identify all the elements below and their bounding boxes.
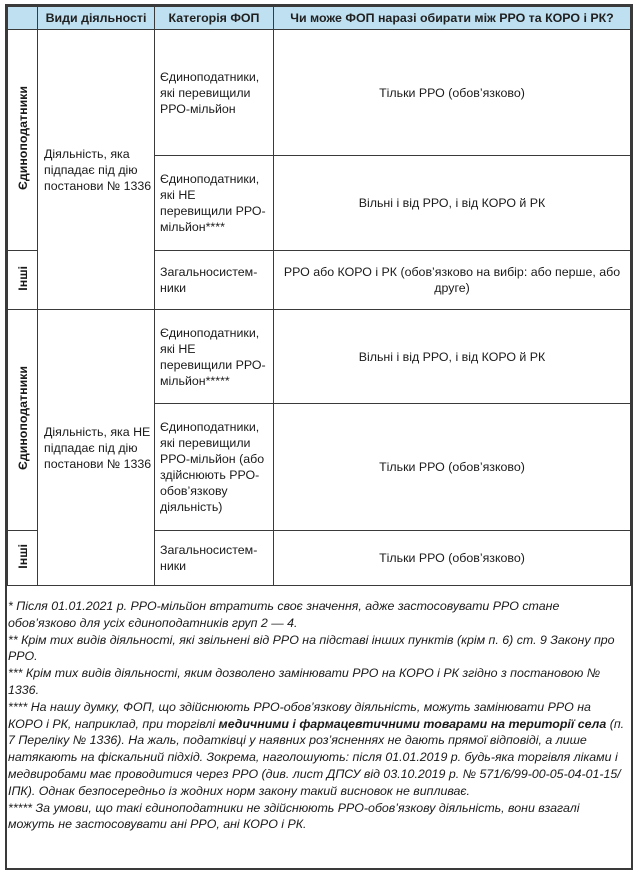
table-header-row [8,7,631,30]
activity-cell: Діяльність, яка НЕ підпадає під дію постанови № 1336 [38,310,155,586]
footnote: ***** За умови, що такі єдиноподатники не здійснюють РРО-обов’язкову діяльність, вони взагалі можуть не застосовувати ані РРО, ані КОРО і РК. [8,800,580,832]
choice-cell: Тільки РРО (обов’язково) [274,30,631,156]
group-label: Інші [15,265,30,291]
group-label-cell [8,531,38,586]
choice-cell: Тільки РРО (обов’язково) [274,404,631,531]
group-label: Єдиноподатники [15,86,30,190]
group-label-cell [8,251,38,310]
activity-cell: Діяльність, яка підпадає під дію постанови № 1336 [38,30,155,310]
footnote: *** Крім тих видів діяльності, яким дозволено замінювати РРО на КОРО і РК згідно з постановою № 1336. [8,666,601,697]
category-cell: Єдиноподатники, які НЕ перевищили РРО-мільйон***** [155,310,274,404]
category-cell: Єдиноподатники, які НЕ перевищили РРО-мільйон**** [155,156,274,251]
category-cell: Загальносистем-ники [155,251,274,310]
table-row [8,30,631,156]
footnote [8,699,626,800]
choice-cell: Вільні і від РРО, і від КОРО й РК [274,310,631,404]
header-category: Категорія ФОП [155,7,274,30]
group-label-cell [8,310,38,531]
category-cell: Загальносистем-ники [155,531,274,586]
footnote-text: (п. 7 Переліку № 1336). На жаль, податківці у наявних роз’ясненнях не дають прямої відповіді, а лише натякають на фіскальний підхід. Зокрема, наголошують: після 01.01.2019 р. будь-яка торгівля ліками і медвиробами має проводитися через РРО (див. лист ДПСУ від 03.10.2019 р. № 571/6/99-00-05-04-01-15/ІПК). Однак безпосередньо із жодних норм закону такий висновок не випливає. [8,716,625,798]
group-label: Єдиноподатники [15,366,30,470]
header-cell-empty [8,7,38,30]
footnote: ** Крім тих видів діяльності, які звільнені від РРО на підставі інших пунктів (крім п. 6) ст. 9 Закону про РРО. [8,632,615,664]
group-label: Інші [15,543,30,569]
footnote: * Після 01.01.2021 р. РРО-мільйон втратить своє значення, адже застосовувати РРО стане обов’язково для усіх єдиноподатників груп 2 — 4. [8,599,560,630]
fop-table [7,6,631,586]
group-label-cell [8,30,38,251]
category-cell: Єдиноподатники, які перевищили РРО-мільйон [155,30,274,156]
choice-cell: РРО або КОРО і РК (обов’язково на вибір: або перше, або друге) [274,251,631,310]
header-choice: Чи може ФОП наразі обирати між РРО та КОРО і РК? [274,7,631,30]
footnote-text: **** На нашу думку, ФОП, що здійснюють РРО-обов’язкову діяльність, можуть замінювати РРО на КОРО і РК, наприклад, при торгівлі [8,699,591,731]
category-cell: Єдиноподатники, які перевищили РРО-мільйон (або здійснюють РРО-обов’язкову діяльність) [155,404,274,531]
header-activities: Види діяльності [38,7,155,30]
choice-cell: Тільки РРО (обов’язково) [274,531,631,586]
footnotes [8,598,626,833]
footnote-emphasis: медичними і фармацевтичними товарами на території села [218,716,607,731]
choice-cell: Вільні і від РРО, і від КОРО й РК [274,156,631,251]
table-row [8,310,631,404]
